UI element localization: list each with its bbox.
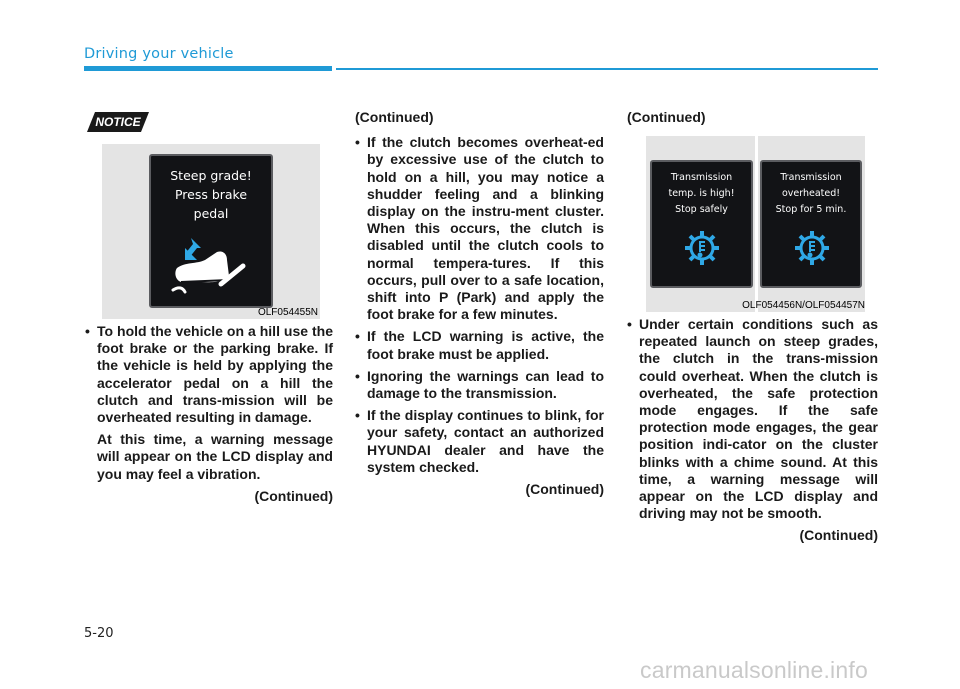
screen-line: Transmission [670,172,733,183]
watermark: carmanualsonline.info [640,657,868,683]
list-item-text: To hold the vehicle on a hill use the foot brake or the parking brake. If the vehicle is held by applying the accelerator pedal on a hill the clutch and trans-mission will be overheated resulting in damage. [97,323,333,426]
list-item-text: If the LCD warning is active, the foot brake must be applied. [367,328,604,362]
transmission-gear-icon [794,230,830,266]
continued-label: (Continued) [799,527,878,544]
figure-code: OLF054455N [257,307,318,318]
lcd-screen-temp-high [650,160,753,288]
list-item-text: Ignoring the warnings can lead to damage to the transmission. [367,367,604,402]
continued-label: (Continued) [525,481,604,498]
notice-label: NOTICE [95,115,141,129]
paragraph: At this time, a warning message will appear on the LCD display and you may feel a vibration. [97,431,333,482]
screen-line: Steep grade! [170,168,252,183]
figure-transmission-warnings [646,136,865,312]
figure-steep-grade [102,144,320,319]
list-item-text: Under certain conditions such as repeated launch on steep grades, the clutch in the trans-mission could overheat. When the clutch is overheated, the safe protection mode engages. If the safe protection mode engages, the gear position indi-cator on the cluster blinks with a chime sound. At this time, a warning message will appear on the LCD display and driving may not be smooth. [639,316,878,522]
lcd-screen-overheated [760,160,862,288]
list-item-text: If the display continues to blink, for your safety, contact an authorized HYUNDAI dealer and have the system checked. [367,407,604,475]
list-item: • To hold the vehicle on a hill use the foot brake or the parking brake. If the vehicle is held by applying the accelerator pedal on a hill the clutch and trans-mission will be overheated resulting in damage. [85,323,333,426]
figure-divider [755,136,758,312]
screen-line: Transmission [780,172,842,183]
column-3-top [627,109,878,126]
column-2 [355,109,604,498]
continued-label: (Continued) [627,109,706,125]
list-item: • Ignoring the warnings can lead to damage to the transmission. [355,367,604,402]
brake-pedal-icon [171,230,251,300]
column-3 [627,316,878,545]
list-item-text: If the clutch becomes overheat-ed by excessive use of the clutch to hold on a hill, you may notice a shudder feeling and a blinking display on the instru-ment cluster. When this occurs, the clutch is disabled until the clutch cools to normal tempera-tures. If this occurs, pull over to a safe location, shift into P (Park) and apply the foot brake for a few minutes. [367,134,604,323]
notice-badge [87,112,149,132]
continued-label: (Continued) [355,109,434,125]
screen-line: temp. is high! [668,188,735,199]
screen-line: pedal [193,206,229,221]
screen-line: Stop for 5 min. [775,204,847,215]
list-item: • If the display continues to blink, for your safety, contact an authorized HYUNDAI dealer and have the system checked. [355,407,604,475]
header-rule-thick [84,66,332,71]
list-item: • If the LCD warning is active, the foot brake must be applied. [355,328,604,362]
continued-label: (Continued) [254,487,333,504]
header-rule-thin [336,68,878,70]
screen-line: overheated! [781,188,841,199]
list-item: • Under certain conditions such as repeated launch on steep grades, the clutch in the trans-mission could overheat. When the clutch is overheated, the safe protection mode engages. If the safe protection mode engages, the gear position indi-cator on the cluster blinks with a chime sound. At this time, a warning message will appear on the LCD display and driving may not be smooth. [627,316,878,522]
column-1 [85,323,333,505]
list-item: • If the clutch becomes overheat-ed by excessive use of the clutch to hold on a hill, you may notice a shudder feeling and a blinking display on the instru-ment cluster. When this occurs, the clutch is disabled until the clutch cools to normal tempera-tures. If this occurs, pull over to a safe location, shift into P (Park) and apply the foot brake for a few minutes. [355,134,604,323]
screen-line: Stop safely [675,204,728,215]
lcd-screen [149,154,273,308]
transmission-gear-icon [684,230,720,266]
figure-code: OLF054456N/OLF054457N [742,300,865,311]
section-title: Driving your vehicle [84,46,234,62]
screen-line: Press brake [174,187,248,202]
page-number: 5-20 [84,626,114,641]
